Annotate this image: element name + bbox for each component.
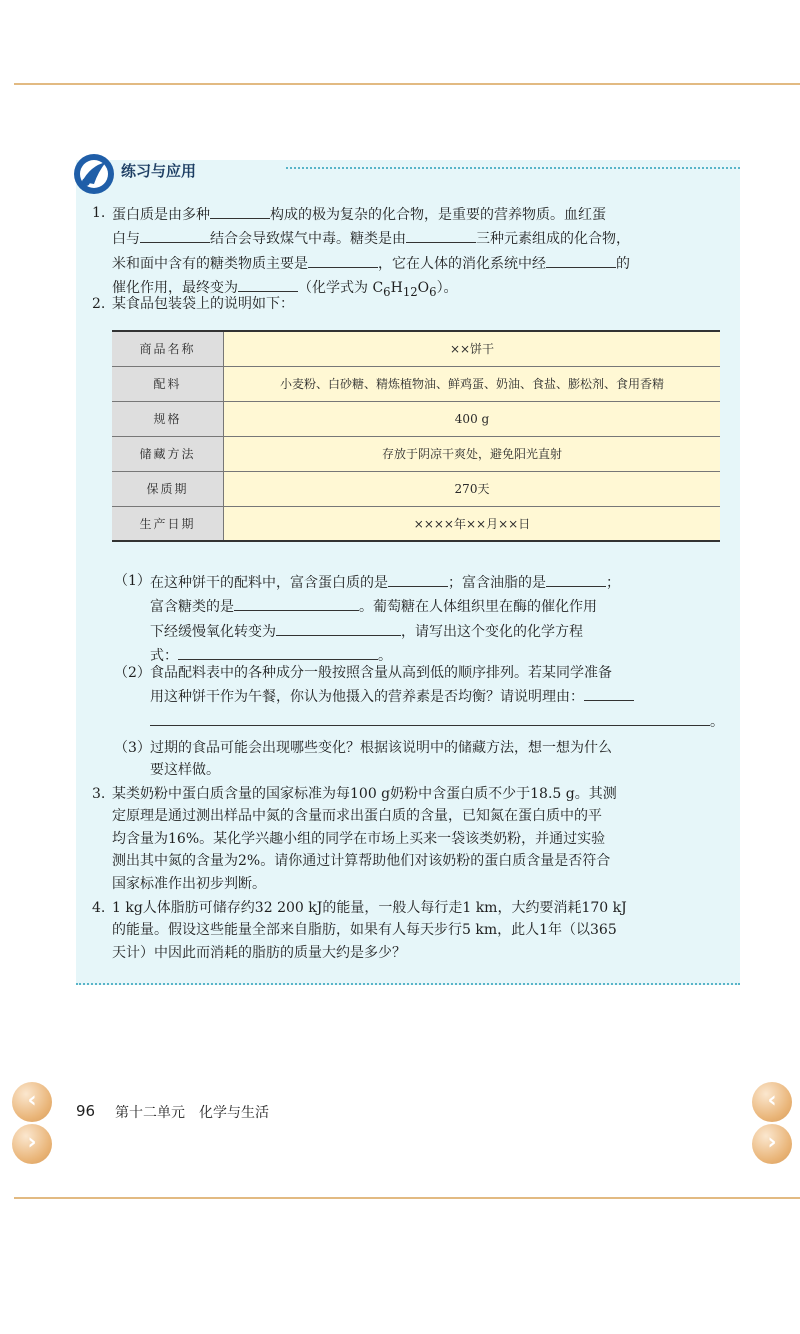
- prev-page-button-right[interactable]: ‹: [752, 1082, 792, 1122]
- question-1-line-2: 白与 结合会导致煤气中毒。糖类是由 三种元素组成的化合物，: [112, 226, 732, 250]
- question-number: 1.: [92, 205, 106, 221]
- table-row: 规格 400 g: [112, 401, 720, 436]
- answer-blank[interactable]: [388, 570, 448, 587]
- answer-blank[interactable]: [238, 275, 298, 292]
- answer-blank[interactable]: [150, 709, 710, 726]
- answer-blank[interactable]: [276, 619, 401, 636]
- question-1-line-4: 催化作用，最终变为 （化学式为 $C_6H_{12}O_6$）。: [112, 275, 732, 303]
- question-4: 4. 1 kg人体脂肪可储存约32 200 kJ的能量，一般人每行走1 km，大约要消耗170 kJ 的能量。假设这些能量全部来自脂肪，如果有人每天步行5 km，此人1年（以365 天计）中因此而消耗的脂肪的质量大约是多少？: [112, 897, 736, 964]
- question-number: 4.: [92, 900, 106, 916]
- question-1-line-1: 蛋白质是由多种 构成的极为复杂的化合物，是重要的营养物质。血红蛋: [112, 202, 732, 226]
- page-number: 96: [76, 1102, 96, 1120]
- question-3: 3. 某类奶粉中蛋白质含量的国家标准为每100 g奶粉中含蛋白质不少于18.5 g。其测 定原理是通过测出样品中氮的含量而求出蛋白质的含量，已知氮在蛋白质中的平 均含量为16%。某化学兴趣小组的同学在市场上买来一袋该类奶粉，并通过实验 测出其中氮的含量为2%。请你通过计算帮助他们对该奶粉的蛋白质含量是否符合 国家标准作出初步判断。: [112, 783, 736, 895]
- answer-blank[interactable]: [546, 570, 606, 587]
- table-row: 生产日期 ××××年××月××日: [112, 506, 720, 541]
- question-number: 2.: [92, 296, 106, 312]
- answer-blank[interactable]: [234, 594, 359, 611]
- table-row: 储藏方法 存放于阴凉干爽处，避免阳光直射: [112, 436, 720, 471]
- section-logo-icon: [72, 152, 116, 196]
- next-page-button[interactable]: ›: [12, 1124, 52, 1164]
- answer-blank[interactable]: [178, 643, 378, 660]
- question-1-line-3: 米和面中含有的糖类物质主要是 ，它在人体的消化系统中经 的: [112, 251, 732, 275]
- dotted-divider-top: [286, 167, 740, 169]
- top-rule: [14, 83, 800, 85]
- prev-page-button[interactable]: ‹: [12, 1082, 52, 1122]
- dotted-divider-bottom: [76, 983, 740, 985]
- table-row: 保质期 270天: [112, 471, 720, 506]
- next-page-button-right[interactable]: ›: [752, 1124, 792, 1164]
- sub-question-1: （1） 在这种饼干的配料中，富含蛋白质的是 ；富含油脂的是 ； 富含糖类的是 。葡萄糖在人体组织里在酶的催化作用 下经缓慢氧化转变为 ，请写出这个变化的化学方程 式： 。: [150, 570, 726, 668]
- answer-blank[interactable]: [210, 202, 270, 219]
- question-number: 3.: [92, 786, 106, 802]
- exercise-panel: [76, 160, 740, 985]
- answer-blank[interactable]: [406, 226, 476, 243]
- question-1: [92, 202, 732, 303]
- unit-title: 第十二单元 化学与生活: [115, 1105, 269, 1121]
- answer-blank[interactable]: [308, 251, 378, 268]
- sub-question-3: （3） 过期的食品可能会出现哪些变化？根据该说明中的储藏方法，想一想为什么 要这样做。: [114, 740, 612, 779]
- answer-blank[interactable]: [140, 226, 210, 243]
- table-row: 配料 小麦粉、白砂糖、精炼植物油、鲜鸡蛋、奶油、食盐、膨松剂、食用香精: [112, 366, 720, 401]
- section-title: 练习与应用: [121, 162, 197, 180]
- bottom-rule: [14, 1197, 800, 1199]
- table-row: 商品名称 ××饼干: [112, 331, 720, 366]
- answer-blank[interactable]: [584, 684, 634, 701]
- answer-blank[interactable]: [546, 251, 616, 268]
- food-label-table: [112, 330, 720, 542]
- sub-question-2: （2） 食品配料表中的各种成分一般按照含量从高到低的顺序排列。若某同学准备 用这种饼干作为午餐，你认为他摄入的营养素是否均衡？请说明理由： 。: [114, 665, 724, 730]
- question-2-intro: 某食品包装袋上的说明如下：: [112, 296, 294, 312]
- question-2: [92, 293, 732, 315]
